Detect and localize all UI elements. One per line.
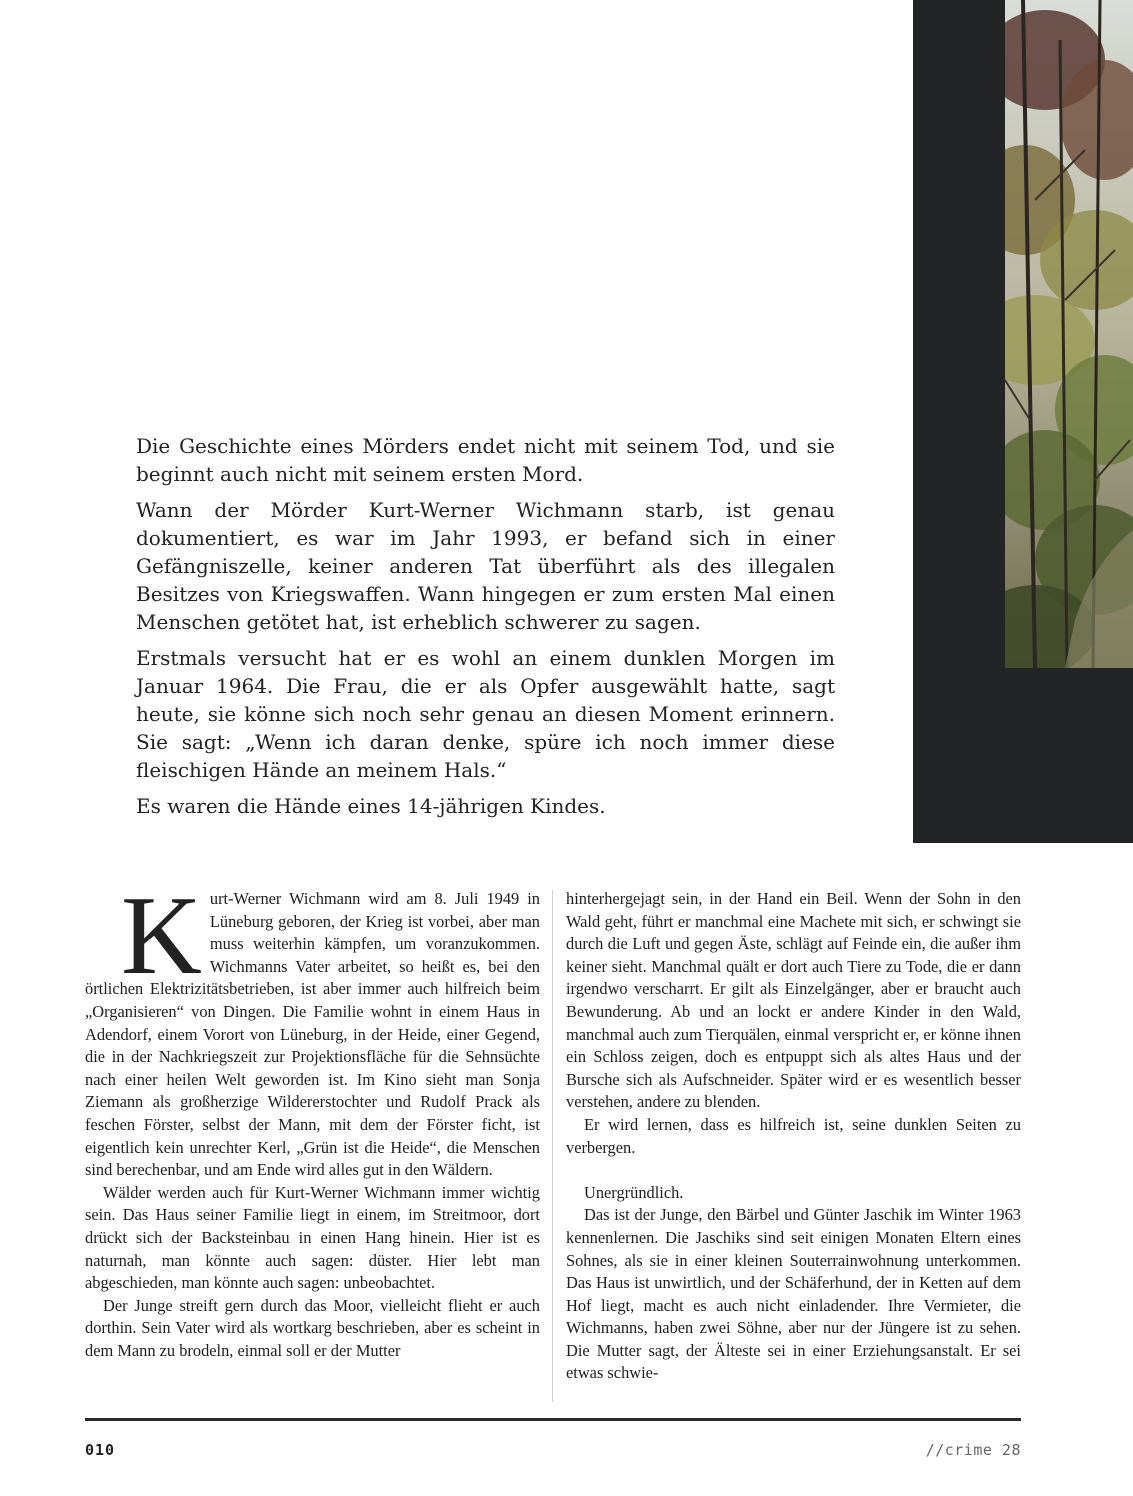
- intro-lead: [136, 432, 835, 828]
- page-number: 010: [85, 1441, 116, 1459]
- magazine-issue: //crime 28: [925, 1441, 1021, 1459]
- body-paragraph: Das ist der Junge, den Bärbel und Günter Jaschik im Winter 1963 kennenlernen. Die Jaschiks sind seit einigen Monaten Eltern eines Sohnes, als sie in einer kleinen Souterrainwohnung unterkommen. Das Haus ist unwirtlich, und der Schäferhund, der in Ketten auf dem Hof liegt, macht es auch nicht einladender. Ihre Vermieter, die Wichmanns, haben zwei Söhne, aber nur der Jüngere ist zu sehen. Die Mutter sagt, der Älteste sei in einer Erziehungsanstalt. Er sei etwas schwie-: [566, 1205, 1021, 1383]
- photo-frame: [913, 0, 1133, 843]
- body-paragraph: Der Junge streift gern durch das Moor, vielleicht flieht er auch dorthin. Sein Vater wird als wortkarg beschrieben, aber es scheint in dem Mann zu brodeln, einmal soll er der Mutter: [85, 1295, 540, 1360]
- body-paragraph: urt-Werner Wichmann wird am 8. Juli 1949 in Lüneburg geboren, der Krieg ist vorbei, aber man muss weiterhin kämpfen, um voranzukommen. Wichmanns Vater arbeitet, so heißt es, bei den örtlichen Elektrizitätsbetrieben, ist aber immer auch hilfreich beim „Organisieren“ von Dingen. Die Familie wohnt in einem Haus in Adendorf, einem Vorort von Lüneburg, in der Heide, einer Gegend, die in der Nachkriegszeit zur Projektionsfläche für die Sehnsüchte nach einer heilen Welt geworden ist. Im Kino sieht man Sonja Ziemann als großherzige Wildererstochter und Rudolf Prack als feschen Förster, selbst der Mann, mit dem der Förster ficht, ist eigentlich kein unrechter Kerl, „Grün ist die Heide“, die Menschen sind berechenbar, und am Ende wird alles gut in den Wäldern.: [85, 889, 540, 1180]
- article-column-left: [85, 874, 540, 1362]
- column-divider: [552, 890, 553, 1402]
- intro-paragraph: Die Geschichte eines Mörders endet nicht mit seinem Tod, und sie beginnt auch nicht mit seinem ersten Mord.: [136, 434, 835, 486]
- body-paragraph: hinterhergejagt sein, in der Hand ein Beil. Wenn der Sohn in den Wald geht, führt er manchmal eine Machete mit sich, er schwingt sie durch die Luft und gegen Äste, schlägt auf Feinde ein, die außer ihm keiner sieht. Manchmal quält er dort auch Tiere zu Tode, die er dann irgendwo verscharrt. Er gilt als Einzelgänger, aber er braucht auch Bewunderung. Ab und an lockt er andere Kinder in den Wald, manchmal auch zum Tierquälen, einmal verspricht er, er könne ihnen ein Schloss zeigen, doch es entpuppt sich als altes Haus und der Bursche sich als Aufschneider. Später wird er es wesentlich besser verstehen, andere zu blenden.: [566, 889, 1021, 1112]
- intro-paragraph: Erstmals versucht hat er es wohl an einem dunklen Morgen im Januar 1964. Die Frau, die er als Opfer ausgewählt hatte, sagt heute, sie könne sich noch sehr genau an diesen Moment erinnern. Sie sagt: „Wenn ich daran denke, spüre ich noch immer diese fleischigen Hände an meinem Hals.“: [136, 646, 835, 782]
- footer-rule: [85, 1418, 1021, 1421]
- intro-paragraph: Wann der Mörder Kurt-Werner Wichmann starb, ist genau dokumentiert, es war im Jahr 1993, er befand sich in einer Gefängniszelle, keiner anderen Tat überführt als des illegalen Besitzes von Kriegswaffen. Wann hingegen er zum ersten Mal einen Menschen getötet hat, ist erheblich schwerer zu sagen.: [136, 498, 835, 634]
- forest-photo: [1005, 0, 1133, 668]
- body-paragraph: Wälder werden auch für Kurt-Werner Wichmann immer wichtig sein. Das Haus seiner Familie liegt in einem, im Streitmoor, dort drückt sich der Backsteinbau in einen Hang hinein. Hier ist es naturnah, man könnte auch sagen: düster. Hier lebt man abgeschieden, man könnte auch sagen: unbeobachtet.: [85, 1182, 540, 1293]
- drop-cap: K: [121, 874, 202, 998]
- intro-paragraph: Es waren die Hände eines 14-jährigen Kindes.: [136, 794, 606, 818]
- body-paragraph: Er wird lernen, dass es hilfreich ist, seine dunklen Seiten zu verbergen.: [566, 1114, 1021, 1157]
- section-subheading: Unergründlich.: [584, 1182, 684, 1202]
- article-column-right: [566, 888, 1021, 1385]
